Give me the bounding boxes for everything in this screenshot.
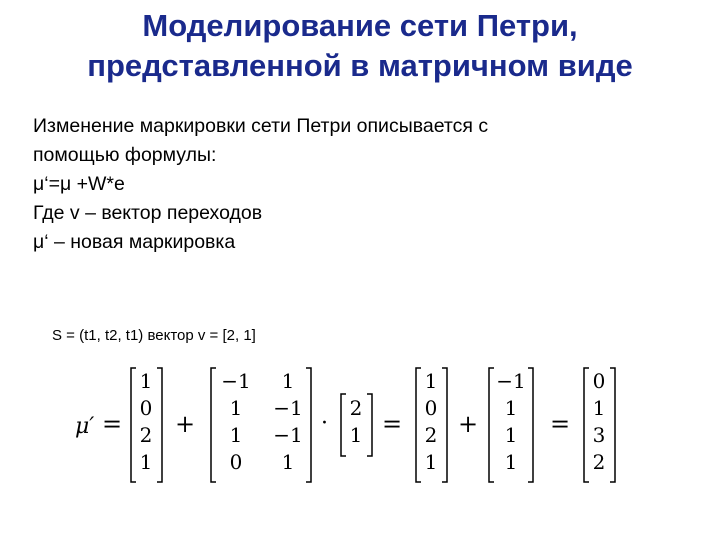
formula-equals: = bbox=[550, 410, 571, 438]
body-line: Изменение маркировки сети Петри описывается с bbox=[33, 115, 489, 137]
bracket-right bbox=[610, 368, 615, 482]
formula-plus: + bbox=[175, 410, 196, 438]
formula-equals: = bbox=[102, 410, 123, 438]
matrix-formula bbox=[0, 360, 720, 490]
bracket-left bbox=[341, 394, 346, 456]
formula-dot: · bbox=[321, 411, 328, 436]
m0b-cell: 1 bbox=[424, 369, 438, 393]
W-cell: −1 bbox=[273, 396, 303, 420]
W-cell: 1 bbox=[229, 423, 243, 447]
result-cell: 2 bbox=[592, 450, 606, 474]
bracket-right bbox=[528, 368, 533, 482]
bracket-right bbox=[306, 368, 311, 482]
bracket-left bbox=[584, 368, 589, 482]
v-cell: 2 bbox=[349, 396, 363, 420]
title-line-2: представленной в матричном виде bbox=[87, 48, 633, 83]
result-cell: 0 bbox=[592, 369, 606, 393]
W-cell: 1 bbox=[229, 396, 243, 420]
body-line: μ‘ – новая маркировка bbox=[33, 231, 236, 253]
m0b-cell: 1 bbox=[424, 450, 438, 474]
slide-title bbox=[0, 6, 720, 86]
m0-cell: 1 bbox=[139, 369, 153, 393]
W-cell: 1 bbox=[281, 450, 295, 474]
Wv-cell: 1 bbox=[504, 423, 518, 447]
m0b-cell: 2 bbox=[424, 423, 438, 447]
m0-cell: 1 bbox=[139, 450, 153, 474]
bracket-left bbox=[416, 368, 421, 482]
W-cell: 0 bbox=[229, 450, 243, 474]
m0-cell: 2 bbox=[139, 423, 153, 447]
m0-cell: 0 bbox=[139, 396, 153, 420]
bracket-right bbox=[442, 368, 447, 482]
bracket-left bbox=[131, 368, 136, 482]
W-cell: 1 bbox=[281, 369, 295, 393]
result-cell: 1 bbox=[592, 396, 606, 420]
formula-equals: = bbox=[382, 410, 403, 438]
body-text bbox=[33, 112, 488, 257]
W-cell: −1 bbox=[273, 423, 303, 447]
body-line: помощью формулы: bbox=[33, 144, 217, 166]
Wv-cell: −1 bbox=[496, 369, 526, 393]
m0b-cell: 0 bbox=[424, 396, 438, 420]
bracket-right bbox=[367, 394, 372, 456]
Wv-cell: 1 bbox=[504, 450, 518, 474]
sequence-caption: S = (t1, t2, t1) вектор v = [2, 1] bbox=[52, 327, 256, 344]
formula-plus: + bbox=[458, 410, 479, 438]
Wv-cell: 1 bbox=[504, 396, 518, 420]
result-cell: 3 bbox=[592, 423, 606, 447]
title-line-1: Моделирование сети Петри, bbox=[142, 8, 578, 43]
bracket-left bbox=[211, 368, 216, 482]
bracket-left bbox=[489, 368, 494, 482]
W-cell: −1 bbox=[221, 369, 251, 393]
formula-lhs: μ′ bbox=[75, 414, 95, 439]
body-line: Где v – вектор переходов bbox=[33, 202, 263, 224]
formula-svg bbox=[0, 360, 720, 490]
v-cell: 1 bbox=[349, 423, 363, 447]
body-line: μ‘=μ +W*e bbox=[33, 173, 125, 195]
bracket-right bbox=[157, 368, 162, 482]
